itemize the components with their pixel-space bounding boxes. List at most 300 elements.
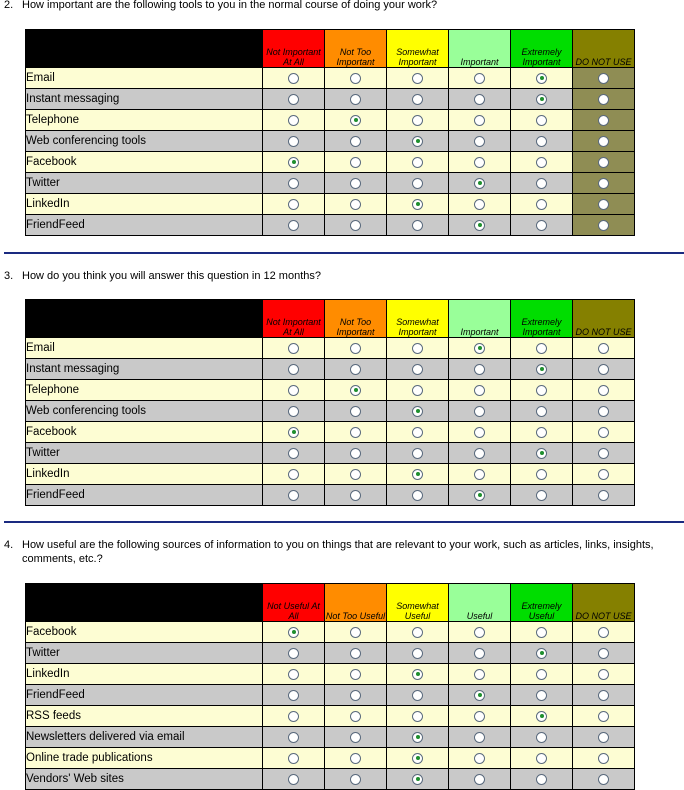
radio-button[interactable] — [350, 732, 361, 743]
radio-button[interactable] — [412, 157, 423, 168]
radio-button[interactable] — [412, 427, 423, 438]
radio-button[interactable] — [536, 199, 547, 210]
radio-button[interactable] — [474, 406, 485, 417]
question-text: How important are the following tools to you in the normal course of doing your work? — [22, 0, 438, 11]
rating-cell — [387, 622, 449, 643]
radio-button[interactable] — [350, 220, 361, 231]
rating-cell — [387, 422, 449, 443]
row-label: Facebook — [26, 622, 263, 643]
radio-button[interactable] — [598, 753, 609, 764]
radio-button[interactable] — [598, 669, 609, 680]
rating-cell — [325, 769, 387, 790]
radio-button-selected[interactable] — [412, 732, 423, 743]
row-label: RSS feeds — [26, 706, 263, 727]
radio-button[interactable] — [474, 448, 485, 459]
rating-cell — [387, 68, 449, 89]
radio-button[interactable] — [288, 690, 299, 701]
radio-button[interactable] — [412, 364, 423, 375]
radio-button[interactable] — [288, 774, 299, 785]
rating-cell — [325, 110, 387, 131]
rating-cell — [263, 422, 325, 443]
rating-cell — [449, 464, 511, 485]
rating-cell — [449, 727, 511, 748]
radio-button[interactable] — [288, 711, 299, 722]
radio-button[interactable] — [350, 157, 361, 168]
radio-button[interactable] — [288, 220, 299, 231]
radio-button-selected[interactable] — [412, 136, 423, 147]
rating-cell — [263, 173, 325, 194]
radio-button-selected[interactable] — [536, 364, 547, 375]
radio-button[interactable] — [288, 406, 299, 417]
rating-cell — [573, 338, 635, 359]
rating-cell — [449, 338, 511, 359]
radio-button[interactable] — [536, 627, 547, 638]
radio-button[interactable] — [412, 448, 423, 459]
rating-cell — [263, 643, 325, 664]
radio-button[interactable] — [474, 385, 485, 396]
radio-button[interactable] — [288, 448, 299, 459]
radio-button[interactable] — [474, 364, 485, 375]
radio-button[interactable] — [598, 220, 609, 231]
rating-cell — [573, 727, 635, 748]
radio-button-selected[interactable] — [536, 94, 547, 105]
table-row — [26, 359, 635, 380]
rating-cell — [263, 622, 325, 643]
row-label: Facebook — [26, 152, 263, 173]
radio-button[interactable] — [474, 669, 485, 680]
radio-button[interactable] — [350, 136, 361, 147]
radio-button[interactable] — [288, 94, 299, 105]
radio-button[interactable] — [474, 136, 485, 147]
table-row — [26, 769, 635, 790]
table-row — [26, 664, 635, 685]
radio-button[interactable] — [350, 490, 361, 501]
radio-button[interactable] — [288, 385, 299, 396]
radio-button[interactable] — [474, 711, 485, 722]
radio-button[interactable] — [536, 343, 547, 354]
rating-cell — [449, 643, 511, 664]
rating-cell — [573, 422, 635, 443]
rating-cell — [449, 215, 511, 236]
rating-cell — [573, 215, 635, 236]
radio-button[interactable] — [288, 199, 299, 210]
radio-button[interactable] — [474, 115, 485, 126]
row-label: Newsletters delivered via email — [26, 727, 263, 748]
radio-button[interactable] — [288, 753, 299, 764]
radio-button[interactable] — [350, 343, 361, 354]
rating-cell — [449, 110, 511, 131]
radio-button[interactable] — [536, 669, 547, 680]
rating-cell — [511, 664, 573, 685]
radio-button[interactable] — [598, 199, 609, 210]
rating-cell — [449, 422, 511, 443]
radio-button-selected[interactable] — [288, 157, 299, 168]
radio-button-selected[interactable] — [474, 343, 485, 354]
radio-button[interactable] — [412, 343, 423, 354]
radio-button[interactable] — [598, 732, 609, 743]
table-row — [26, 131, 635, 152]
radio-button[interactable] — [536, 220, 547, 231]
radio-button-selected[interactable] — [536, 448, 547, 459]
column-header: Not Important At All — [263, 300, 325, 338]
rating-cell — [573, 443, 635, 464]
radio-button-selected[interactable] — [474, 220, 485, 231]
rating-cell — [449, 131, 511, 152]
radio-button[interactable] — [288, 115, 299, 126]
rating-cell — [449, 173, 511, 194]
radio-button[interactable] — [536, 774, 547, 785]
section-divider — [4, 521, 684, 523]
radio-button[interactable] — [288, 648, 299, 659]
row-label: Telephone — [26, 380, 263, 401]
radio-button[interactable] — [412, 490, 423, 501]
radio-button[interactable] — [288, 364, 299, 375]
rating-cell — [325, 485, 387, 506]
radio-button[interactable] — [598, 711, 609, 722]
radio-button[interactable] — [536, 115, 547, 126]
rating-cell — [387, 464, 449, 485]
rating-cell — [325, 748, 387, 769]
rating-cell — [263, 380, 325, 401]
radio-button-selected[interactable] — [412, 753, 423, 764]
rating-cell — [263, 706, 325, 727]
radio-button[interactable] — [474, 199, 485, 210]
rating-cell — [511, 131, 573, 152]
rating-cell — [387, 110, 449, 131]
table-row — [26, 380, 635, 401]
radio-button[interactable] — [598, 648, 609, 659]
rating-cell — [263, 194, 325, 215]
radio-button[interactable] — [350, 711, 361, 722]
row-label: Twitter — [26, 443, 263, 464]
table-row — [26, 464, 635, 485]
rating-cell — [511, 464, 573, 485]
radio-button[interactable] — [412, 94, 423, 105]
radio-button[interactable] — [474, 627, 485, 638]
radio-button-selected[interactable] — [536, 711, 547, 722]
table-row — [26, 422, 635, 443]
radio-button[interactable] — [350, 690, 361, 701]
radio-button[interactable] — [288, 469, 299, 480]
rating-cell — [573, 748, 635, 769]
question-text: How do you think you will answer this question in 12 months? — [22, 270, 321, 282]
radio-button[interactable] — [598, 448, 609, 459]
radio-button[interactable] — [288, 73, 299, 84]
row-label: Web conferencing tools — [26, 401, 263, 422]
rating-cell — [573, 485, 635, 506]
radio-button[interactable] — [412, 627, 423, 638]
radio-button[interactable] — [598, 690, 609, 701]
radio-button[interactable] — [350, 73, 361, 84]
rating-cell — [263, 152, 325, 173]
rating-cell — [573, 110, 635, 131]
row-label: Online trade publications — [26, 748, 263, 769]
radio-button[interactable] — [536, 136, 547, 147]
radio-button[interactable] — [350, 199, 361, 210]
radio-button[interactable] — [536, 490, 547, 501]
radio-button[interactable] — [598, 385, 609, 396]
rating-cell — [511, 643, 573, 664]
rating-cell — [387, 769, 449, 790]
rating-cell — [511, 215, 573, 236]
row-label: LinkedIn — [26, 664, 263, 685]
column-header: DO NOT USE — [573, 300, 635, 338]
radio-button[interactable] — [598, 469, 609, 480]
radio-button-selected[interactable] — [412, 199, 423, 210]
rating-cell — [573, 380, 635, 401]
rating-cell — [325, 401, 387, 422]
rating-cell — [263, 131, 325, 152]
radio-button[interactable] — [412, 385, 423, 396]
rating-cell — [263, 769, 325, 790]
rating-cell — [573, 464, 635, 485]
radio-button[interactable] — [412, 220, 423, 231]
table-row — [26, 110, 635, 131]
radio-button[interactable] — [598, 136, 609, 147]
radio-button[interactable] — [598, 774, 609, 785]
radio-button-selected[interactable] — [412, 669, 423, 680]
table-row — [26, 622, 635, 643]
rating-cell — [325, 68, 387, 89]
table-row — [26, 706, 635, 727]
table-row — [26, 89, 635, 110]
radio-button-selected[interactable] — [412, 406, 423, 417]
radio-button[interactable] — [598, 178, 609, 189]
question-number: 2. — [4, 0, 14, 11]
radio-button[interactable] — [598, 364, 609, 375]
rating-cell — [387, 664, 449, 685]
rating-cell — [263, 89, 325, 110]
rating-cell — [511, 706, 573, 727]
rating-cell — [449, 622, 511, 643]
radio-button[interactable] — [474, 753, 485, 764]
radio-button-selected[interactable] — [474, 178, 485, 189]
rating-cell — [387, 338, 449, 359]
rating-cell — [573, 194, 635, 215]
rating-cell — [325, 664, 387, 685]
radio-button[interactable] — [536, 406, 547, 417]
rating-cell — [511, 622, 573, 643]
rating-cell — [511, 110, 573, 131]
rating-cell — [449, 359, 511, 380]
radio-button[interactable] — [598, 115, 609, 126]
rating-cell — [449, 664, 511, 685]
radio-button[interactable] — [474, 732, 485, 743]
radio-button-selected[interactable] — [350, 115, 361, 126]
radio-button[interactable] — [288, 343, 299, 354]
radio-button-selected[interactable] — [536, 73, 547, 84]
radio-button[interactable] — [536, 157, 547, 168]
table-row — [26, 401, 635, 422]
rating-cell — [449, 685, 511, 706]
radio-button[interactable] — [536, 178, 547, 189]
radio-button[interactable] — [474, 157, 485, 168]
row-label: LinkedIn — [26, 464, 263, 485]
column-header: Not Important At All — [263, 30, 325, 68]
rating-cell — [263, 68, 325, 89]
row-label: Vendors' Web sites — [26, 769, 263, 790]
section-divider — [4, 252, 684, 254]
rating-cell — [387, 727, 449, 748]
column-header: Useful — [449, 584, 511, 622]
radio-button[interactable] — [350, 94, 361, 105]
header-blank — [26, 30, 263, 68]
rating-cell — [511, 89, 573, 110]
rating-cell — [325, 464, 387, 485]
radio-button[interactable] — [350, 774, 361, 785]
radio-button[interactable] — [536, 732, 547, 743]
radio-button[interactable] — [288, 136, 299, 147]
column-header: Important — [449, 300, 511, 338]
table-row — [26, 485, 635, 506]
radio-button[interactable] — [474, 469, 485, 480]
rating-cell — [325, 194, 387, 215]
rating-cell — [449, 748, 511, 769]
radio-button[interactable] — [598, 157, 609, 168]
radio-button[interactable] — [412, 690, 423, 701]
rating-cell — [263, 464, 325, 485]
radio-button[interactable] — [536, 690, 547, 701]
rating-cell — [387, 643, 449, 664]
table-row — [26, 443, 635, 464]
radio-button[interactable] — [350, 178, 361, 189]
row-label: Instant messaging — [26, 359, 263, 380]
row-label: Web conferencing tools — [26, 131, 263, 152]
radio-button[interactable] — [536, 385, 547, 396]
radio-button[interactable] — [474, 774, 485, 785]
rating-cell — [511, 727, 573, 748]
rating-cell — [449, 706, 511, 727]
radio-button[interactable] — [536, 427, 547, 438]
radio-button[interactable] — [412, 711, 423, 722]
rating-cell — [325, 622, 387, 643]
rating-cell — [325, 685, 387, 706]
rating-cell — [511, 422, 573, 443]
column-header: DO NOT USE — [573, 584, 635, 622]
radio-button[interactable] — [288, 732, 299, 743]
rating-cell — [573, 685, 635, 706]
rating-cell — [387, 152, 449, 173]
radio-button[interactable] — [412, 178, 423, 189]
radio-button-selected[interactable] — [474, 490, 485, 501]
radio-button-selected[interactable] — [412, 469, 423, 480]
radio-button[interactable] — [350, 448, 361, 459]
radio-button[interactable] — [350, 669, 361, 680]
rating-cell — [511, 380, 573, 401]
radio-button[interactable] — [412, 115, 423, 126]
radio-button[interactable] — [598, 627, 609, 638]
rating-cell — [387, 748, 449, 769]
rating-cell — [325, 338, 387, 359]
radio-button[interactable] — [350, 406, 361, 417]
radio-button[interactable] — [288, 669, 299, 680]
rating-cell — [263, 110, 325, 131]
row-label: FriendFeed — [26, 215, 263, 236]
radio-button-selected[interactable] — [474, 690, 485, 701]
table-row — [26, 685, 635, 706]
table-row — [26, 68, 635, 89]
column-header: Not Useful At All — [263, 584, 325, 622]
radio-button[interactable] — [350, 753, 361, 764]
radio-button[interactable] — [598, 343, 609, 354]
table-row — [26, 748, 635, 769]
row-label: Instant messaging — [26, 89, 263, 110]
rating-cell — [325, 706, 387, 727]
rating-cell — [387, 401, 449, 422]
column-header: Not Too Useful — [325, 584, 387, 622]
rating-cell — [511, 152, 573, 173]
radio-button[interactable] — [350, 469, 361, 480]
header-blank — [26, 584, 263, 622]
rating-cell — [325, 173, 387, 194]
radio-button[interactable] — [598, 73, 609, 84]
table-row — [26, 643, 635, 664]
column-header: Not Too Important — [325, 300, 387, 338]
rating-cell — [511, 748, 573, 769]
table-row — [26, 173, 635, 194]
rating-cell — [387, 194, 449, 215]
radio-button[interactable] — [350, 627, 361, 638]
rating-cell — [449, 401, 511, 422]
radio-button[interactable] — [350, 427, 361, 438]
radio-button[interactable] — [536, 753, 547, 764]
rating-cell — [449, 89, 511, 110]
radio-button[interactable] — [474, 427, 485, 438]
radio-button[interactable] — [412, 73, 423, 84]
rating-cell — [573, 643, 635, 664]
rating-grid-info-sources-usefulness — [25, 583, 635, 790]
radio-button[interactable] — [598, 406, 609, 417]
radio-button-selected[interactable] — [288, 627, 299, 638]
question-number: 4. — [4, 539, 14, 551]
rating-cell — [325, 152, 387, 173]
rating-cell — [263, 685, 325, 706]
rating-cell — [263, 338, 325, 359]
radio-button[interactable] — [474, 73, 485, 84]
column-header: Somewhat Important — [387, 30, 449, 68]
radio-button[interactable] — [598, 427, 609, 438]
radio-button[interactable] — [474, 94, 485, 105]
rating-cell — [263, 664, 325, 685]
column-header: Not Too Important — [325, 30, 387, 68]
rating-cell — [511, 685, 573, 706]
table-row — [26, 194, 635, 215]
rating-cell — [573, 401, 635, 422]
rating-cell — [263, 359, 325, 380]
radio-button[interactable] — [350, 364, 361, 375]
rating-cell — [449, 68, 511, 89]
radio-button[interactable] — [474, 648, 485, 659]
radio-button[interactable] — [288, 490, 299, 501]
radio-button[interactable] — [536, 469, 547, 480]
rating-cell — [511, 68, 573, 89]
radio-button[interactable] — [598, 94, 609, 105]
radio-button-selected[interactable] — [350, 385, 361, 396]
radio-button-selected[interactable] — [536, 648, 547, 659]
radio-button[interactable] — [598, 490, 609, 501]
radio-button-selected[interactable] — [412, 774, 423, 785]
rating-grid-tools-importance — [25, 29, 635, 236]
radio-button-selected[interactable] — [288, 427, 299, 438]
radio-button[interactable] — [288, 178, 299, 189]
row-label: Email — [26, 68, 263, 89]
row-label: Facebook — [26, 422, 263, 443]
rating-cell — [573, 173, 635, 194]
rating-cell — [325, 89, 387, 110]
radio-button[interactable] — [412, 648, 423, 659]
column-header: Extremely Important — [511, 300, 573, 338]
radio-button[interactable] — [350, 648, 361, 659]
